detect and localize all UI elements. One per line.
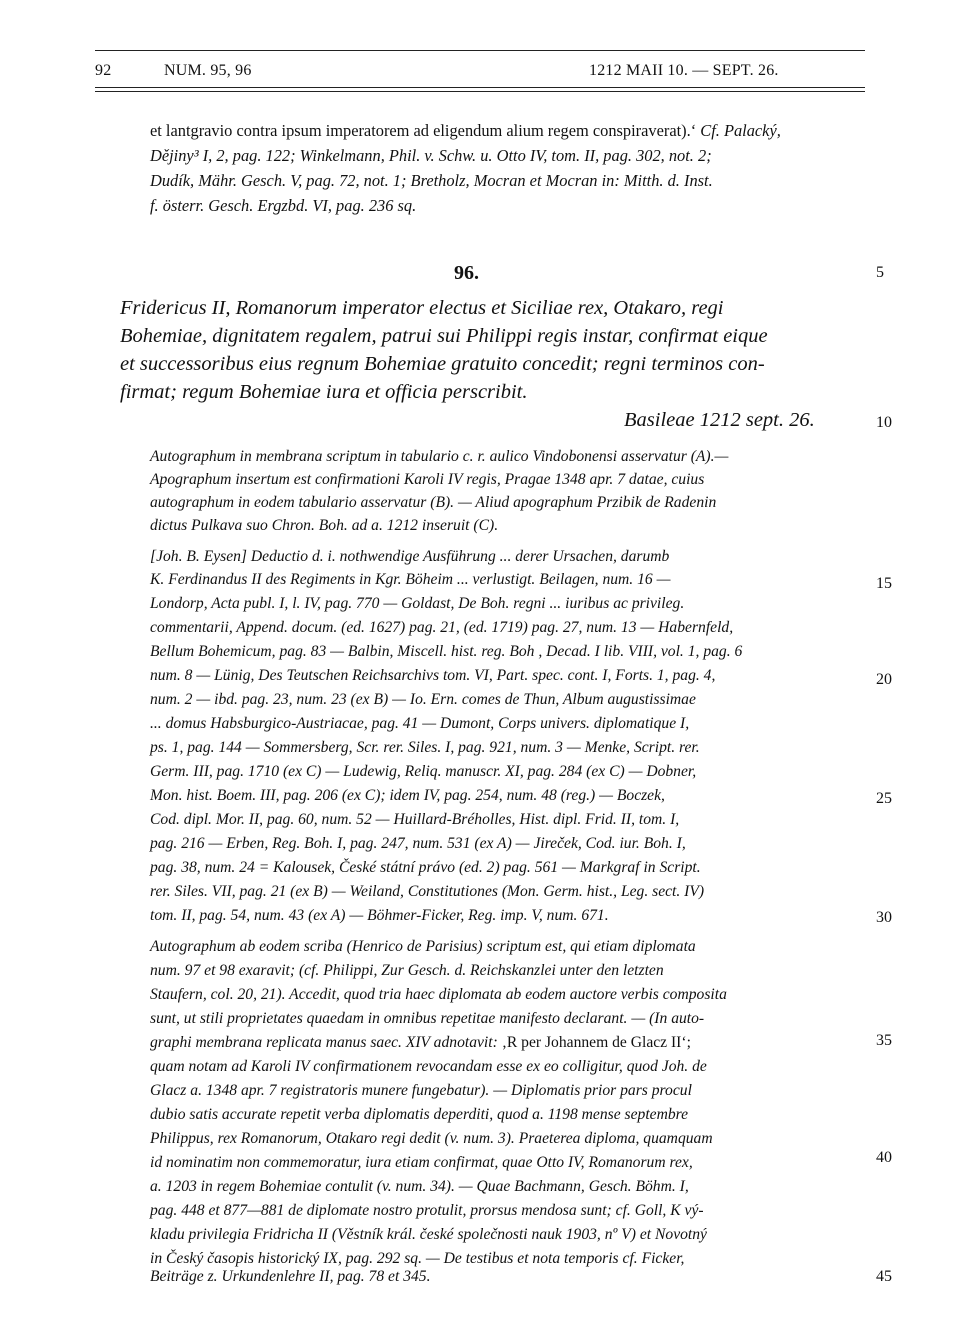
- margin-line-number: 35: [876, 1032, 892, 1049]
- header-bottom-rule: [95, 87, 865, 88]
- header-numbers: NUM. 95, 96: [164, 62, 252, 79]
- margin-line-number: 20: [876, 671, 892, 688]
- header-top-rule: [95, 50, 865, 51]
- edition-line: Bellum Bohemicum, pag. 83 — Balbin, Miscell. hist. reg. Boh , Decad. I lib. VIII, vol. 1, pag. 6: [150, 643, 743, 660]
- source-line: Apographum insertum est confirmationi Karoli IV regis, Pragae 1348 apr. 7 datae, cuius: [150, 471, 705, 488]
- header-bottom-rule-2: [95, 91, 865, 92]
- carryover-text: Cf. Palacký,: [700, 121, 781, 140]
- source-line: Autographum in membrana scriptum in tabulario c. r. aulico Vindobonensi asservatur (A).—: [150, 448, 729, 465]
- carryover-text: et lantgravio contra ipsum imperatorem ad eligendum alium regem conspiraverat).‘: [150, 121, 701, 140]
- edition-line: K. Ferdinandus II des Regiments in Kgr. Böheim ... verlustigt. Beilagen, num. 16 —: [150, 571, 671, 588]
- header-date-range: 1212 MAII 10. — SEPT. 26.: [589, 62, 779, 79]
- edition-line: Mon. hist. Boem. III, pag. 206 (ex C); idem IV, pag. 254, num. 48 (reg.) — Boczek,: [150, 787, 665, 804]
- commentary-line: [150, 1032, 691, 1054]
- edition-line: rer. Siles. VII, pag. 21 (ex B) — Weiland, Constitutiones (Mon. Germ. hist., Leg. sect. IV): [150, 883, 705, 900]
- commentary-line: a. 1203 in regem Bohemiae contulit (v. num. 34). — Quae Bachmann, Gesch. Böhm. I,: [150, 1178, 689, 1195]
- edition-line: tom. II, pag. 54, num. 43 (ex A) — Böhmer-Ficker, Reg. imp. V, num. 671.: [150, 907, 609, 924]
- edition-line: commentarii, Append. docum. (ed. 1627) pag. 21, (ed. 1719) pag. 27, num. 13 — Habernfeld,: [150, 619, 734, 636]
- source-line: autographum in eodem tabulario asservatur (B). — Aliud apographum Przibik de Radenin: [150, 494, 717, 511]
- commentary-line: sunt, ut stili proprietates quaedam in omnibus repetitae manifesto declarant. — (In auto-: [150, 1010, 705, 1027]
- edition-line: ps. 1, pag. 144 — Sommersberg, Scr. rer. Siles. I, pag. 921, num. 3 — Menke, Script. rer.: [150, 739, 700, 756]
- edition-line: Cod. dipl. Mor. II, pag. 60, num. 52 — Huillard-Bréholles, Hist. dipl. Frid. II, tom. I,: [150, 811, 680, 828]
- commentary-line: Staufern, col. 20, 21). Accedit, quod tria haec diplomata ab eodem auctore verbis composita: [150, 986, 727, 1003]
- document-number: 96.: [454, 262, 479, 284]
- margin-line-number: 15: [876, 575, 892, 592]
- commentary-line: kladu privilegia Fridricha II (Věstník král. české společnosti nauk 1903, nº V) et Novotný: [150, 1226, 707, 1243]
- place-date: Basileae 1212 sept. 26.: [624, 409, 815, 431]
- commentary-line: Philippus, rex Romanorum, Otakaro regi dedit (v. num. 3). Praeterea diploma, quamquam: [150, 1130, 713, 1147]
- edition-line: pag. 216 — Erben, Reg. Boh. I, pag. 247, num. 531 (ex A) — Jireček, Cod. iur. Boh. I,: [150, 835, 686, 852]
- carryover-line: Dějiny³ I, 2, pag. 122; Winkelmann, Phil. v. Schw. u. Otto IV, tom. II, pag. 302, not. 2;: [150, 146, 712, 165]
- commentary-line: Autographum ab eodem scriba (Henrico de Parisius) scriptum est, qui etiam diplomata: [150, 938, 696, 955]
- edition-line: Londorp, Acta publ. I, l. IV, pag. 770 — Goldast, De Boh. regni ... iuribus ac privileg.: [150, 595, 685, 612]
- edition-line: Germ. III, pag. 1710 (ex C) — Ludewig, Reliq. manuscr. XI, pag. 284 (ex C) — Dobner,: [150, 763, 697, 780]
- edition-line: num. 2 — ibd. pag. 23, num. 23 (ex B) — Io. Ern. comes de Thun, Album augustissimae: [150, 691, 696, 708]
- summary-line: firmat; regum Bohemiae iura et officia perscribit.: [120, 381, 528, 403]
- margin-line-number: 45: [876, 1268, 892, 1285]
- carryover-line: f. österr. Gesch. Ergzbd. VI, pag. 236 sq.: [150, 196, 417, 215]
- edition-line: ... domus Habsburgico-Austriacae, pag. 41 — Dumont, Corps univers. diplomatique I,: [150, 715, 690, 732]
- edition-line: num. 8 — Lünig, Des Teutschen Reichsarchivs tom. VI, Part. spec. cont. I, Forts. 1, pag. 4,: [150, 667, 716, 684]
- commentary-line: Beiträge z. Urkundenlehre II, pag. 78 et 345.: [150, 1268, 431, 1285]
- commentary-text: ‚R per Johannem de Glacz II‘;: [501, 1034, 691, 1051]
- summary-line: et successoribus eius regnum Bohemiae gratuito concedit; regni terminos con-: [120, 353, 765, 375]
- margin-line-number: 30: [876, 909, 892, 926]
- margin-line-number: 10: [876, 414, 892, 431]
- carryover-line: Dudík, Mähr. Gesch. V, pag. 72, not. 1; Bretholz, Mocran et Mocran in: Mitth. d. Inst.: [150, 171, 713, 190]
- commentary-line: id nominatim non commemoratur, iura etiam confirmat, quae Otto IV, Romanorum rex,: [150, 1154, 693, 1171]
- commentary-line: dubio satis accurate repetit verba diplomatis deperditi, quod a. 1198 mense septembre: [150, 1106, 689, 1123]
- commentary-line: num. 97 et 98 exaravit; (cf. Philippi, Zur Gesch. d. Reichskanzlei unter den letzten: [150, 962, 664, 979]
- commentary-line: pag. 448 et 877—881 de diplomate nostro protulit, prorsus mendosa sunt; cf. Goll, K vý-: [150, 1202, 704, 1219]
- edition-line: [Joh. B. Eysen] Deductio d. i. nothwendige Ausführung ... derer Ursachen, darumb: [150, 548, 670, 565]
- commentary-text: graphi membrana replicata manus saec. XIV adnotavit:: [150, 1034, 502, 1051]
- commentary-line: in Český časopis historický IX, pag. 292 sq. — De testibus et nota temporis cf. Ficker,: [150, 1250, 685, 1267]
- source-line: dictus Pulkava suo Chron. Boh. ad a. 1212 inseruit (C).: [150, 517, 499, 534]
- edition-line: pag. 38, num. 24 = Kalousek, České státní právo (ed. 2) pag. 561 — Markgraf in Script.: [150, 859, 701, 876]
- commentary-line: quam notam ad Karoli IV confirmationem revocandam esse ex eo colligitur, quod Joh. de: [150, 1058, 707, 1075]
- margin-line-number: 40: [876, 1149, 892, 1166]
- carryover-line: [150, 120, 781, 142]
- page-number: 92: [95, 62, 112, 79]
- margin-line-number: 25: [876, 790, 892, 807]
- summary-line: Fridericus II, Romanorum imperator electus et Siciliae rex, Otakaro, regi: [120, 297, 724, 319]
- commentary-line: Glacz a. 1348 apr. 7 registratoris munere fungebatur). — Diplomatis prior pars procul: [150, 1082, 692, 1099]
- summary-line: Bohemiae, dignitatem regalem, patrui sui Philippi regis instar, confirmat eique: [120, 325, 768, 347]
- margin-line-number: 5: [876, 264, 884, 281]
